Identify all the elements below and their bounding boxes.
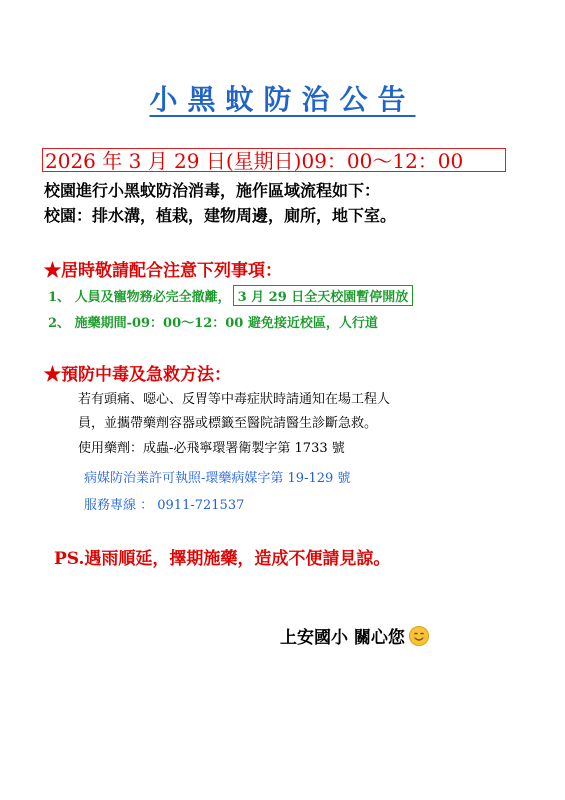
smiley-icon [409, 626, 429, 646]
hotline: 服務專線 ： 0911-721537 [84, 498, 245, 513]
signature-text: 上安國小 關心您 [280, 628, 405, 648]
firstaid-line-1: 若有頭痛、噁心、反胃等中毒症狀時請通知在場工程人 [78, 392, 391, 407]
page-title: 小黑蚊防治公告 [149, 83, 416, 116]
ps-note: PS.遇雨順延，擇期施藥，造成不便請見諒。 [54, 549, 391, 569]
notice-heading: ★居時敬請配合注意下列事項： [44, 261, 282, 281]
intro-line-1: 校園進行小黑蚊防治消毒，施作區域流程如下： [44, 181, 381, 200]
intro-line-2: 校園：排水溝，植栽，建物周邊，廁所，地下室。 [44, 206, 397, 225]
chemical-line: 使用藥劑：成蟲-必飛寧環署衛製字第 1733 號 [78, 441, 345, 456]
signature [280, 623, 429, 648]
firstaid-line-2: 員，並攜帶藥劑容器或標籤至醫院請醫生診斷急救。 [78, 416, 378, 431]
schedule-datetime: 2026 年 3 月 29 日(星期日)09：00～12：00 [42, 148, 506, 172]
notice-item-1-text: 1、 人員及寵物務必完全撤離， [48, 290, 231, 305]
license-line: 病媒防治業許可執照-環藥病媒字第 19-129 號 [84, 471, 351, 486]
firstaid-heading: ★預防中毒及急救方法： [44, 365, 231, 385]
notice-item-1 [48, 285, 413, 306]
campus-closed-box: 3 月 29 日全天校園暫停開放 [233, 285, 414, 306]
notice-item-2: 2、 施藥期間-09：00～12：00 避免接近校區，人行道 [48, 316, 378, 331]
